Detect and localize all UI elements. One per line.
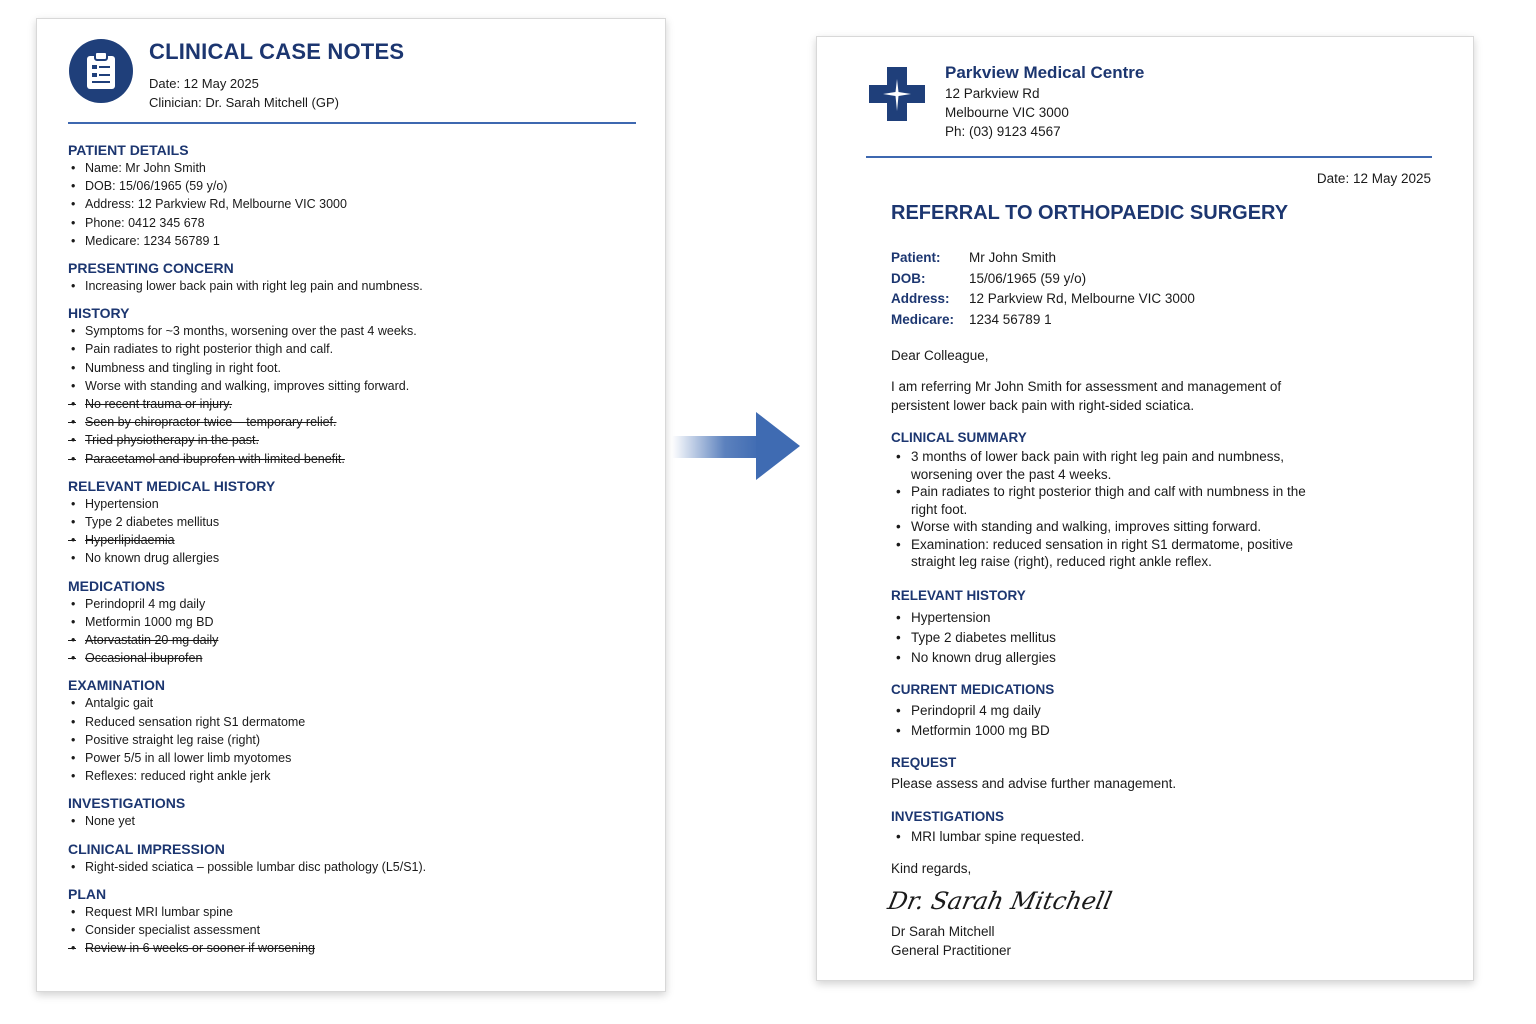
section-list xyxy=(68,159,636,250)
org-address-line-1: 12 Parkview Rd xyxy=(945,86,1040,101)
signer-name: Dr Sarah Mitchell xyxy=(891,924,995,939)
list-item xyxy=(68,513,636,531)
section-list xyxy=(68,694,636,785)
list-item xyxy=(68,713,636,731)
list-item-text: Medicare: 1234 56789 1 xyxy=(85,233,220,248)
struck-list-item xyxy=(68,531,636,549)
investigations-list xyxy=(891,827,1331,847)
notes-section xyxy=(68,577,636,668)
salutation: Dear Colleague, xyxy=(891,348,989,363)
list-item-text: Address: 12 Parkview Rd, Melbourne VIC 3000 xyxy=(85,197,347,212)
list-item xyxy=(68,340,636,358)
patient-label: Patient: xyxy=(891,250,941,265)
list-item-text: Symptoms for ~3 months, worsening over the past 4 weeks. xyxy=(85,324,417,339)
org-address xyxy=(945,84,1069,141)
summary-item: • Worse with standing and walking, improves sitting forward. xyxy=(891,518,1311,536)
notes-date: Date: 12 May 2025 xyxy=(149,76,259,91)
list-item-text: Type 2 diabetes mellitus xyxy=(85,515,220,530)
header-divider xyxy=(866,156,1432,158)
request-text: Please assess and advise further management. xyxy=(891,776,1177,791)
list-item-text: Atorvastatin 20 mg daily xyxy=(85,633,219,648)
list-item-text: Request MRI lumbar spine xyxy=(85,904,233,919)
section-list xyxy=(68,495,636,568)
list-item-text: Positive straight leg raise (right) xyxy=(85,732,261,747)
notes-section xyxy=(68,259,636,295)
list-item xyxy=(68,359,636,377)
list-item xyxy=(68,595,636,613)
patient-row xyxy=(891,248,1195,269)
list-item xyxy=(68,731,636,749)
clinical-case-notes-page xyxy=(36,18,666,992)
list-item-text: Hyperlipidaemia xyxy=(85,533,175,548)
notes-section xyxy=(68,676,636,785)
section-title: MEDICATIONS xyxy=(68,577,165,594)
list-item xyxy=(68,858,636,876)
referral-letter-page xyxy=(816,36,1474,981)
list-item-text: None yet xyxy=(85,814,136,829)
history-item: • Hypertension xyxy=(891,608,1331,628)
patient-value: 15/06/1965 (59 y/o) xyxy=(969,270,1087,286)
patient-details xyxy=(891,248,1195,330)
medications-list xyxy=(891,701,1331,741)
clinical-summary-title: CLINICAL SUMMARY xyxy=(891,430,1027,445)
list-item-text: Occasional ibuprofen xyxy=(85,651,203,666)
history-item: • No known drug allergies xyxy=(891,648,1331,668)
section-title: CLINICAL IMPRESSION xyxy=(68,840,225,857)
patient-value: Mr John Smith xyxy=(969,250,1057,265)
list-item-text: Metformin 1000 mg BD xyxy=(85,614,214,629)
investigation-item: • MRI lumbar spine requested. xyxy=(891,827,1331,847)
list-item-text: Right-sided sciatica – possible lumbar disc pathology (L5/S1). xyxy=(85,859,427,874)
section-list xyxy=(68,322,636,468)
list-item-text: Phone: 0412 345 678 xyxy=(85,215,205,230)
summary-item: • Examination: reduced sensation in right S1 dermatome, positive straight leg raise (right), reduced right ankle reflex. xyxy=(891,536,1311,571)
history-item: • Type 2 diabetes mellitus xyxy=(891,628,1331,648)
signature xyxy=(885,879,1115,919)
section-list xyxy=(68,812,636,830)
struck-list-item xyxy=(68,649,636,667)
list-item-text: Power 5/5 in all lower limb myotomes xyxy=(85,751,292,766)
struck-list-item xyxy=(68,631,636,649)
org-address-line-2: Melbourne VIC 3000 xyxy=(945,105,1069,120)
list-item-text: Hypertension xyxy=(85,496,159,511)
list-item xyxy=(68,322,636,340)
list-item xyxy=(68,177,636,195)
list-item xyxy=(68,195,636,213)
section-list xyxy=(68,595,636,668)
list-item-text: Paracetamol and ibuprofen with limited benefit. xyxy=(85,451,345,466)
list-item-text: DOB: 15/06/1965 (59 y/o) xyxy=(85,179,228,194)
notes-section xyxy=(68,141,636,250)
section-list xyxy=(68,903,636,958)
struck-list-item xyxy=(68,939,636,957)
list-item-text: Name: Mr John Smith xyxy=(85,161,206,175)
relevant-history-title: RELEVANT HISTORY xyxy=(891,588,1026,603)
clipboard-icon xyxy=(69,39,133,103)
section-title: EXAMINATION xyxy=(68,677,165,694)
list-item-text: No known drug allergies xyxy=(85,551,220,566)
list-item xyxy=(68,694,636,712)
list-item-text: Numbness and tingling in right foot. xyxy=(85,360,281,375)
patient-label: Address: xyxy=(891,291,950,306)
list-item xyxy=(68,549,636,567)
list-item xyxy=(68,159,636,177)
medical-cross-icon xyxy=(867,65,927,123)
patient-label: DOB: xyxy=(891,270,926,286)
list-item xyxy=(68,903,636,921)
notes-body xyxy=(68,141,636,967)
list-item-text: Pain radiates to right posterior thigh and calf. xyxy=(85,342,334,357)
summary-item: • Pain radiates to right posterior thigh and calf with numbness in the right foot. xyxy=(891,483,1311,518)
notes-section xyxy=(68,885,636,958)
notes-title: CLINICAL CASE NOTES xyxy=(149,39,405,64)
medication-item: • Metformin 1000 mg BD xyxy=(891,721,1331,741)
closing: Kind regards, xyxy=(891,861,972,876)
section-title: RELEVANT MEDICAL HISTORY xyxy=(68,477,276,494)
section-title: PATIENT DETAILS xyxy=(68,142,189,158)
list-item-text: Increasing lower back pain with right leg pain and numbness. xyxy=(85,279,423,294)
section-title: HISTORY xyxy=(68,305,130,322)
list-item xyxy=(68,749,636,767)
list-item-text: Tried physiotherapy in the past. xyxy=(85,433,259,448)
list-item-text: Antalgic gait xyxy=(85,696,154,711)
signature-text: Dr. Sarah Mitchell xyxy=(885,886,1115,915)
list-item-text: Worse with standing and walking, improves sitting forward. xyxy=(85,378,410,393)
letter-title: REFERRAL TO ORTHOPAEDIC SURGERY xyxy=(891,202,1289,224)
medications-title: CURRENT MEDICATIONS xyxy=(891,682,1055,697)
notes-section xyxy=(68,304,636,468)
relevant-history-list xyxy=(891,608,1331,668)
notes-clinician: Clinician: Dr. Sarah Mitchell (GP) xyxy=(149,95,339,110)
patient-value: 1234 56789 1 xyxy=(969,311,1052,327)
list-item xyxy=(68,495,636,513)
list-item-text: Reflexes: reduced right ankle jerk xyxy=(85,769,271,784)
list-item-text: Review in 6 weeks or sooner if worsening xyxy=(85,941,315,956)
list-item-text: Seen by chiropractor twice – temporary relief. xyxy=(85,415,337,430)
list-item xyxy=(68,921,636,939)
section-title: PRESENTING CONCERN xyxy=(68,260,234,277)
org-name: Parkview Medical Centre xyxy=(945,63,1145,82)
struck-list-item xyxy=(68,413,636,431)
list-item-text: Reduced sensation right S1 dermatome xyxy=(85,714,306,729)
section-list xyxy=(68,277,636,295)
list-item xyxy=(68,214,636,232)
notes-section xyxy=(68,477,636,568)
summary-item: • 3 months of lower back pain with right leg pain and numbness, worsening over the past 4 weeks. xyxy=(891,448,1311,483)
org-phone: Ph: (03) 9123 4567 xyxy=(945,124,1061,139)
patient-value: 12 Parkview Rd, Melbourne VIC 3000 xyxy=(969,291,1195,306)
list-item xyxy=(68,232,636,250)
section-title: INVESTIGATIONS xyxy=(68,795,186,812)
notes-section xyxy=(68,840,636,876)
patient-row xyxy=(891,269,1195,290)
investigations-title: INVESTIGATIONS xyxy=(891,809,1005,824)
list-item xyxy=(68,377,636,395)
medication-item: • Perindopril 4 mg daily xyxy=(891,701,1331,721)
patient-row xyxy=(891,310,1195,331)
signer-role: General Practitioner xyxy=(891,943,1012,958)
struck-list-item xyxy=(68,395,636,413)
list-item-text: Consider specialist assessment xyxy=(85,923,261,938)
header-divider xyxy=(68,122,636,124)
notes-section xyxy=(68,794,636,830)
struck-list-item xyxy=(68,431,636,449)
list-item xyxy=(68,767,636,785)
list-item xyxy=(68,613,636,631)
letter-date: Date: 12 May 2025 xyxy=(1316,171,1431,186)
patient-label: Medicare: xyxy=(891,311,955,327)
arrow-right-icon xyxy=(672,408,804,484)
list-item xyxy=(68,812,636,830)
struck-list-item xyxy=(68,450,636,468)
section-list xyxy=(68,858,636,876)
list-item-text: No recent trauma or injury. xyxy=(85,397,233,412)
section-title: PLAN xyxy=(68,885,107,902)
list-item xyxy=(68,277,636,295)
intro-paragraph: I am referring Mr John Smith for assessment and management of persistent lower back pain with right-sided sciatica. xyxy=(891,379,1282,413)
list-item-text: Perindopril 4 mg daily xyxy=(85,596,206,611)
request-title: REQUEST xyxy=(891,755,957,770)
patient-row xyxy=(891,289,1195,310)
notes-meta xyxy=(149,74,339,112)
clinical-summary-list xyxy=(891,448,1311,571)
